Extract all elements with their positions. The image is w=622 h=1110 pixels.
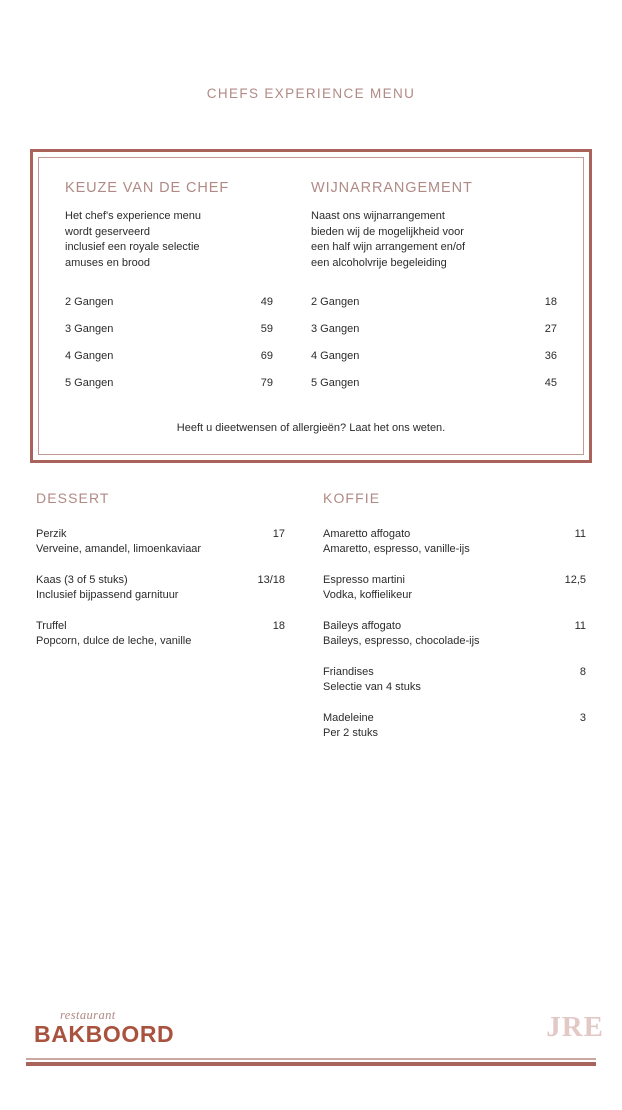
menu-item-line (323, 712, 586, 724)
price-row (65, 369, 293, 396)
restaurant-logo (34, 1009, 174, 1047)
chefs-choice-price-rows (65, 288, 293, 396)
menu-item-description: Verveine, amandel, limoenkaviaar (36, 543, 202, 556)
menu-item-price: 12,5 (564, 574, 586, 587)
wine-pairing-price-rows (311, 288, 557, 396)
menu-item-price: 18 (272, 620, 285, 633)
price-row-value: 79 (260, 376, 273, 389)
menu-item-description: Vodka, koffielikeur (323, 589, 413, 602)
allergy-note: Heeft u dieetwensen of allergieën? Laat het ons weten. (176, 422, 446, 435)
menu-item-price: 11 (574, 528, 586, 541)
price-row-value: 49 (260, 295, 273, 308)
price-row-value: 18 (544, 295, 557, 308)
menu-item (323, 528, 586, 556)
experience-menu-frame-inner (38, 157, 584, 455)
price-row-value: 27 (544, 322, 557, 335)
page-footer (0, 994, 622, 1066)
chefs-choice-blurb: Het chef's experience menu wordt geserveerd inclusief een royale selectie amuses en brood (65, 210, 202, 269)
menu-item-name: Baileys affogato (323, 620, 402, 633)
menu-item (323, 666, 586, 694)
price-row-value: 45 (544, 376, 557, 389)
section-koffie (311, 490, 586, 740)
menu-item-line (323, 528, 586, 540)
menu-item-line (323, 666, 586, 678)
wine-pairing-column (311, 180, 557, 396)
price-row-value: 69 (260, 349, 273, 362)
price-row-label: 4 Gangen (65, 349, 114, 362)
price-row (65, 342, 293, 369)
price-row (311, 315, 557, 342)
menu-item-description: Per 2 stuks (323, 727, 379, 740)
menu-item-name: Kaas (3 of 5 stuks) (36, 574, 128, 587)
menu-item (36, 620, 285, 648)
menu-item (323, 620, 586, 648)
menu-item-line (323, 620, 586, 632)
section-heading-koffie: KOFFIE (323, 490, 381, 507)
menu-item-name: Amaretto affogato (323, 528, 411, 541)
price-row-value: 36 (544, 349, 557, 362)
menu-item-name: Friandises (323, 666, 374, 679)
footer-rule-thick (26, 1062, 596, 1066)
price-row (311, 342, 557, 369)
price-row-label: 2 Gangen (65, 295, 114, 308)
menu-item-line (36, 574, 285, 586)
price-row (311, 369, 557, 396)
section-heading-dessert: DESSERT (36, 490, 110, 507)
menu-item-price: 13/18 (257, 574, 285, 587)
menu-item-price: 11 (574, 620, 586, 633)
jre-logo: JRE (546, 1011, 604, 1043)
experience-menu-frame (30, 149, 592, 463)
menu-item-name: Perzik (36, 528, 67, 541)
menu-item-price: 8 (579, 666, 586, 679)
menu-item (323, 712, 586, 740)
price-row-label: 2 Gangen (311, 295, 360, 308)
menu-item-name: Madeleine (323, 712, 374, 725)
price-row (311, 288, 557, 315)
menu-item-description: Baileys, espresso, chocolade-ijs (323, 635, 480, 648)
wine-pairing-heading: WIJNARRANGEMENT (311, 180, 473, 196)
price-row-label: 3 Gangen (65, 322, 114, 335)
menu-item-name: Espresso martini (323, 574, 405, 587)
menu-item (36, 528, 285, 556)
menu-item-description: Amaretto, espresso, vanille-ijs (323, 543, 470, 556)
menu-item-name: Truffel (36, 620, 67, 633)
price-row-label: 3 Gangen (311, 322, 360, 335)
menu-item-price: 3 (579, 712, 586, 725)
restaurant-logo-script: restaurant (60, 1007, 116, 1022)
menu-item (36, 574, 285, 602)
menu-item-price: 17 (272, 528, 285, 541)
experience-columns (65, 180, 557, 396)
price-row (65, 288, 293, 315)
price-row-label: 5 Gangen (65, 376, 114, 389)
section-dessert (36, 490, 311, 740)
menu-item-description: Selectie van 4 stuks (323, 681, 421, 694)
menu-item-description: Popcorn, dulce de leche, vanille (36, 635, 192, 648)
menu-item-line (323, 574, 586, 586)
menu-item-line (36, 620, 285, 632)
price-row-label: 5 Gangen (311, 376, 360, 389)
menu-item-description: Inclusief bijpassend garnituur (36, 589, 179, 602)
lower-sections (36, 490, 586, 740)
price-row (65, 315, 293, 342)
chefs-choice-column (65, 180, 311, 396)
restaurant-logo-wordmark: BAKBOORD (34, 1021, 175, 1047)
menu-item-line (36, 528, 285, 540)
wine-pairing-blurb: Naast ons wijnarrangement bieden wij de mogelijkheid voor een half wijn arrangement en/of een alcoholvrije begeleiding (311, 210, 466, 269)
price-row-label: 4 Gangen (311, 349, 360, 362)
footer-brands (26, 994, 604, 1047)
menu-item (323, 574, 586, 602)
page-title: CHEFS EXPERIENCE MENU (206, 86, 416, 101)
chefs-choice-heading: KEUZE VAN DE CHEF (65, 180, 230, 196)
price-row-value: 59 (260, 322, 273, 335)
